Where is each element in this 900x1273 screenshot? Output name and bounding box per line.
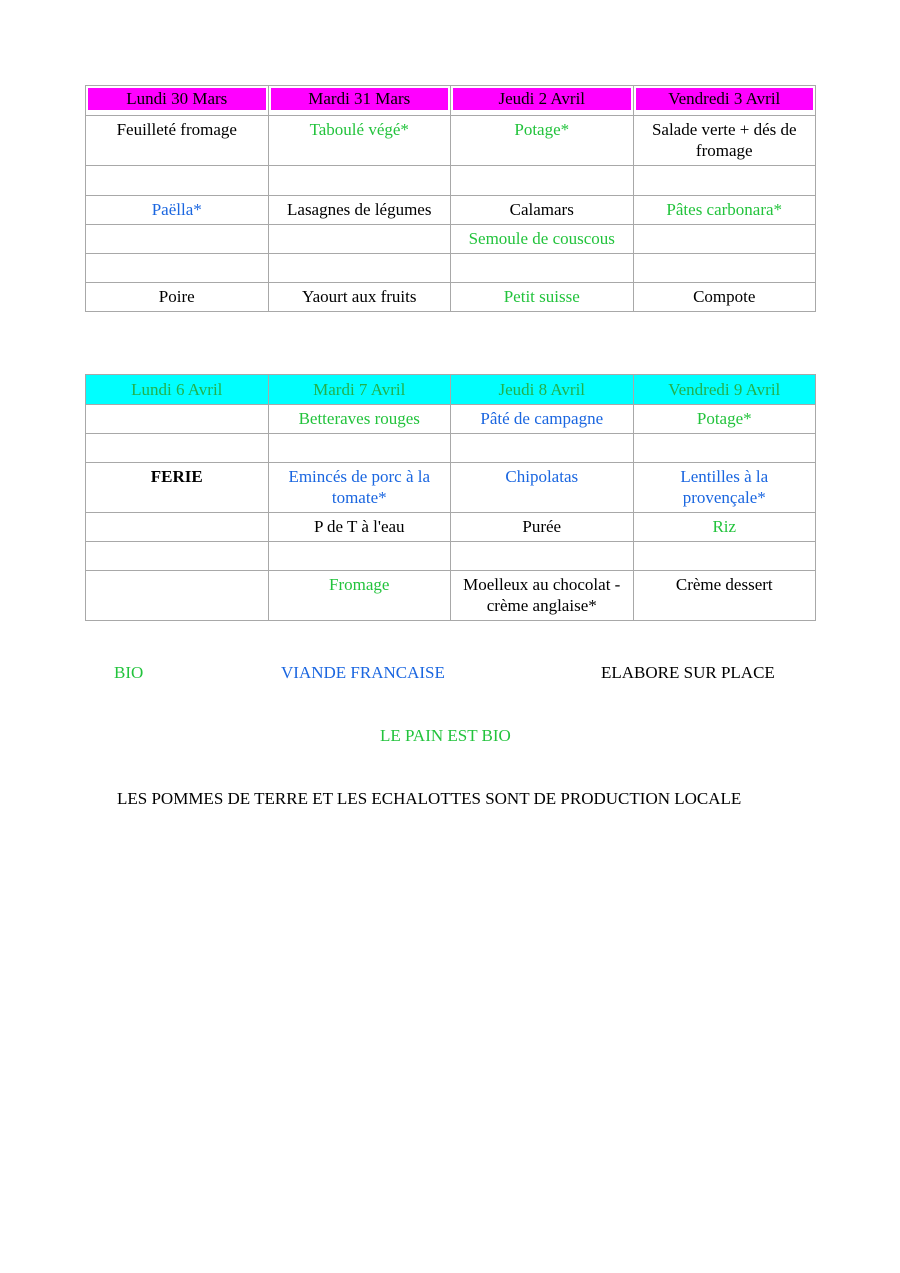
- menu-cell: Poire: [86, 283, 269, 312]
- menu-cell: Potage*: [451, 116, 634, 166]
- menu-cell: Salade verte + dés de fromage: [633, 116, 816, 166]
- week2-menu-table: [85, 374, 816, 621]
- menu-cell: Semoule de couscous: [451, 225, 634, 254]
- week1-header-row: [86, 86, 816, 116]
- week1-header-cell: Vendredi 3 Avril: [633, 86, 816, 116]
- menu-cell: [633, 254, 816, 283]
- menu-cell: [86, 254, 269, 283]
- week1-row-starter: [86, 116, 816, 166]
- menu-cell: Yaourt aux fruits: [268, 283, 451, 312]
- menu-cell: [451, 542, 634, 571]
- week2-header-cell: Vendredi 9 Avril: [633, 375, 816, 405]
- menu-cell: Emincés de porc à la tomate*: [268, 463, 451, 513]
- menu-cell: Petit suisse: [451, 283, 634, 312]
- week1-row-empty: [86, 166, 816, 196]
- legend-elabore-sur-place: ELABORE SUR PLACE: [601, 663, 775, 682]
- week2-row-main: [86, 463, 816, 513]
- week2-row-empty: [86, 434, 816, 463]
- menu-cell: Riz: [633, 513, 816, 542]
- menu-cell: [86, 225, 269, 254]
- menu-cell: Feuilleté fromage: [86, 116, 269, 166]
- week2-header-cell: Mardi 7 Avril: [268, 375, 451, 405]
- week1-header-cell: Jeudi 2 Avril: [451, 86, 634, 116]
- menu-cell: [268, 225, 451, 254]
- menu-cell: Purée: [451, 513, 634, 542]
- menu-cell: Lasagnes de légumes: [268, 196, 451, 225]
- menu-cell: Chipolatas: [451, 463, 634, 513]
- week2-header-cell: Jeudi 8 Avril: [451, 375, 634, 405]
- legend-production-locale: LES POMMES DE TERRE ET LES ECHALOTTES SONT DE PRODUCTION LOCALE: [117, 789, 742, 808]
- menu-cell: Crème dessert: [633, 571, 816, 621]
- menu-cell: [268, 254, 451, 283]
- week2-header-row: [86, 375, 816, 405]
- menu-cell: [86, 513, 269, 542]
- menu-cell: Compote: [633, 283, 816, 312]
- menu-cell: [86, 434, 269, 463]
- menu-cell: Betteraves rouges: [268, 405, 451, 434]
- menu-cell: Taboulé végé*: [268, 116, 451, 166]
- week2-header-cell: Lundi 6 Avril: [86, 375, 269, 405]
- week1-row-empty: [86, 254, 816, 283]
- holiday-cell: FERIE: [86, 463, 269, 513]
- menu-cell: [451, 166, 634, 196]
- menu-cell: P de T à l'eau: [268, 513, 451, 542]
- menu-cell: [268, 542, 451, 571]
- menu-cell: Pâtes carbonara*: [633, 196, 816, 225]
- menu-cell: [86, 542, 269, 571]
- menu-cell: Paëlla*: [86, 196, 269, 225]
- week1-header-cell: Lundi 30 Mars: [86, 86, 269, 116]
- menu-cell: [633, 434, 816, 463]
- week2-row-dessert: [86, 571, 816, 621]
- week2-row-side: [86, 513, 816, 542]
- menu-cell: [86, 571, 269, 621]
- week1-row-main: [86, 196, 816, 225]
- menu-cell: Calamars: [451, 196, 634, 225]
- week1-menu-table: [85, 85, 816, 312]
- week2-row-empty: [86, 542, 816, 571]
- menu-cell: Pâté de campagne: [451, 405, 634, 434]
- menu-cell: Potage*: [633, 405, 816, 434]
- week2-row-starter: [86, 405, 816, 434]
- menu-cell: Fromage: [268, 571, 451, 621]
- week1-row-dessert: [86, 283, 816, 312]
- menu-cell: Lentilles à la provençale*: [633, 463, 816, 513]
- menu-cell: [633, 225, 816, 254]
- menu-cell: [451, 434, 634, 463]
- legend-pain-bio: LE PAIN EST BIO: [380, 726, 511, 745]
- menu-cell: [633, 542, 816, 571]
- legend-bio: BIO: [114, 663, 144, 682]
- menu-cell: [86, 405, 269, 434]
- menu-cell: [633, 166, 816, 196]
- menu-cell: Moelleux au chocolat - crème anglaise*: [451, 571, 634, 621]
- week1-header-cell: Mardi 31 Mars: [268, 86, 451, 116]
- menu-cell: [268, 434, 451, 463]
- menu-cell: [451, 254, 634, 283]
- menu-cell: [86, 166, 269, 196]
- legend-viande-francaise: VIANDE FRANCAISE: [281, 663, 445, 682]
- menu-cell: [268, 166, 451, 196]
- week1-row-side: [86, 225, 816, 254]
